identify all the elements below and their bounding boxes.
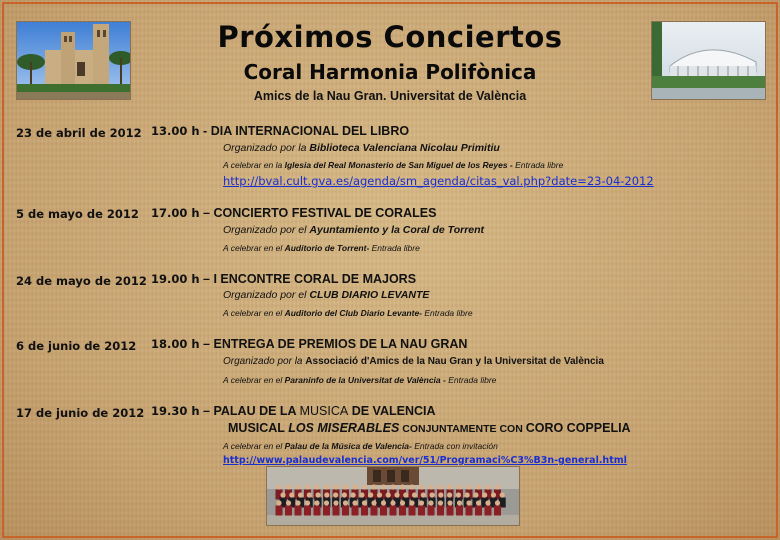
choir-group-photo <box>266 466 520 526</box>
event-link[interactable]: http://www.palaudevalencia.com/ver/51/Programaci%C3%B3n-general.html <box>223 455 627 466</box>
event-time: 18.00 h <box>151 337 200 351</box>
event-time: 19.30 h <box>151 404 200 418</box>
event-organizer <box>223 289 429 301</box>
organizer-prefix: Organizado por el <box>223 289 310 301</box>
event-title: ENTREGA DE PREMIOS DE LA NAU GRAN <box>213 337 468 351</box>
event-venue <box>223 308 473 318</box>
venue-prefix: A celebrar en la <box>223 160 285 170</box>
event-organizer <box>223 224 484 236</box>
event-venue <box>223 160 563 170</box>
organizer-prefix: Organizado por la <box>223 142 310 154</box>
venue-prefix: A celebrar en el <box>223 375 285 385</box>
event-date: 17 de junio de 2012 <box>16 406 145 420</box>
venue-name: Auditorio de Torrent- <box>284 243 370 253</box>
event-organizer <box>223 142 500 154</box>
subtitle-part: CORO COPPELIA <box>525 421 631 435</box>
subtitle-part: MUSICAL <box>228 421 289 435</box>
event-title: I ENCONTRE CORAL DE MAJORS <box>213 272 417 286</box>
organizer-name: Associació d'Amics de la Nau Gran y la Universitat de València <box>305 356 604 367</box>
event-venue <box>223 441 498 451</box>
event-time: 19.00 h <box>151 272 200 286</box>
entry-info: Entrada libre <box>512 160 564 170</box>
event-title-part: DE VALENCIA <box>348 404 436 418</box>
venue-name: Iglesia del Real Monasterio de San Miguel de los Reyes - <box>284 160 513 170</box>
event-organizer <box>223 356 604 367</box>
event-headline <box>151 206 436 220</box>
event-title: CONCIERTO FESTIVAL DE CORALES <box>213 206 437 220</box>
subtitle-part: CONJUNTAMENTE CON <box>399 423 526 435</box>
entry-info: Entrada con invitación <box>411 441 498 451</box>
entry-info: Entrada libre <box>369 243 420 253</box>
separator: – <box>199 404 214 418</box>
organization-name: Amics de la Nau Gran. Universitat de València <box>253 89 527 103</box>
entry-info: Entrada libre <box>445 375 497 385</box>
event-headline <box>151 337 467 351</box>
event-date: 5 de mayo de 2012 <box>16 207 139 221</box>
event-time: 17.00 h <box>151 206 200 220</box>
venue-prefix: A celebrar en el <box>223 441 285 451</box>
event-date: 24 de mayo de 2012 <box>16 274 147 288</box>
event-title-part: MUSICA <box>299 404 349 418</box>
organizer-name: Ayuntamiento y la Coral de Torrent <box>309 224 485 236</box>
venue-name: Palau de la Música de Valencia- <box>284 441 412 451</box>
venue-name: Auditorio del Club Diario Levante- <box>284 308 423 318</box>
event-headline <box>151 272 416 286</box>
venue-prefix: A celebrar en el <box>223 243 285 253</box>
event-title: DIA INTERNACIONAL DEL LIBRO <box>210 124 410 138</box>
musical-name: LOS MISERABLES <box>288 421 400 435</box>
separator: – <box>199 337 214 351</box>
event-date: 23 de abril de 2012 <box>16 126 142 140</box>
organizer-prefix: Organizado por el <box>223 224 310 236</box>
event-time: 13.00 h <box>151 124 200 138</box>
venue-name: Paraninfo de la Universitat de València - <box>284 375 446 385</box>
event-headline <box>151 124 409 138</box>
separator: - <box>199 124 211 138</box>
organizer-name: Biblioteca Valenciana Nicolau Primitiu <box>309 142 500 154</box>
venue-prefix: A celebrar en el <box>223 308 285 318</box>
event-link[interactable]: http://bval.cult.gva.es/agenda/sm_agenda/citas_val.php?date=23-04-2012 <box>223 174 654 188</box>
event-date: 6 de junio de 2012 <box>16 339 137 353</box>
separator: – <box>199 272 214 286</box>
event-headline <box>151 404 436 418</box>
organizer-prefix: Organizado por la <box>223 356 306 367</box>
organizer-name: CLUB DIARIO LEVANTE <box>309 289 430 301</box>
entry-info: Entrada libre <box>422 308 473 318</box>
choir-name: Coral Harmonia Polifònica <box>243 60 537 84</box>
separator: – <box>199 206 214 220</box>
event-venue <box>223 375 496 385</box>
event-subtitle <box>228 421 631 435</box>
page-title: Próximos Conciertos <box>217 20 563 54</box>
event-venue <box>223 243 420 253</box>
event-title-part: PALAU DE LA <box>213 404 300 418</box>
